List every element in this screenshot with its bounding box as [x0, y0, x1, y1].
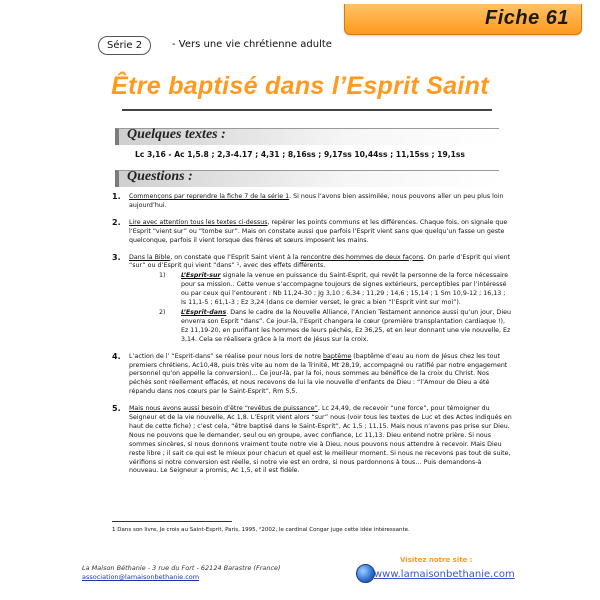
question-5-text: , Lc 24,49, de recevoir “une force”, pour témoigner du Seigneur et de la vie nouvelle, Ac 1,8. L’Esprit vient alors “sur” nous (voir tous les textes de Luc et des Actes indiqués en haut de cette fiche) ; c’est cela, “être baptisé dans le Saint-Esprit”, Ac 1,5 ; 11,15. Mais nous n’avons pas prise sur Dieu. Nous ne pouvons que le demander, seul ou en groupe, avec confiance, Lc 11,13. Dieu entend notre prière. Si nous sommes sincères, si nous donnons vraiment toute notre vie à Dieu, nous pouvons nous attendre à recevoir. Mais Dieu reste libre ; il sait ce qui est le mieux pour chacun et quel est le meilleur moment. Si nous ne recevons pas tout de suite, vérifions si notre conversion est réelle, si notre vie est en ordre, si nous pardonnons à tous… Puis demandons-à nouveau. Le Seigneur a promis, Ac 1,5, et il est fidèle.: [129, 405, 512, 475]
section-label-questions: Questions :: [127, 169, 193, 184]
question-1-link: Commençons par reprendre la fiche 7 de la série 1: [129, 193, 290, 200]
sub-item-1-text: signale la venue en puissance du Saint-Esprit, qui revêt la personne de la force nécessaire pour sa mission.. Cette venue s’accompagne toujours de signes extérieurs, perceptibles par l’intéressé ou par ceux qui l’entourent : Nb 11,24-30 ; Jg 3,10 ; 6,34 ; 11,29 ; 14,6 ; 15,14 ; 1 Sm 10,9-12 ; 16,13 ; Is 11,1-5 ; 61,1-3 ; Ez 3,24 (dans ce dernier verset, le grec a bien “l’Esprit vint sur moi”).: [181, 272, 509, 307]
sub-item-1-label: L’Esprit-sur: [181, 272, 221, 280]
fiche-number: Fiche 61: [485, 7, 570, 29]
sub-item-2-label: L’Esprit-dans: [181, 308, 227, 316]
question-number: 4.: [112, 351, 121, 361]
question-5: [112, 405, 512, 476]
question-3: [112, 254, 512, 345]
question-2: [112, 219, 512, 246]
question-3-text-b: . On parle d’Esprit qui vient “sur” ou d’Esprit qui vient “dans” ¹, avec des effets différents.: [129, 253, 511, 270]
question-4: [112, 353, 512, 398]
sub-item-number: 1): [159, 272, 166, 280]
title-underline: [122, 109, 492, 111]
question-number: 3.: [112, 252, 121, 262]
question-2-text: , repérer les points communs et les différences. Chaque fois, on signale que l’Esprit “vient sur” ou “tombe sur”. Mais on constate aussi que parfois l’Esprit vient sans que quelqu’un fasse un geste quelconque, parfois il vient lorsque des frères et sœurs imposent les mains.: [129, 218, 508, 244]
question-4-text-a: L’action de l’ “Esprit-dans” se réalise pour nous lors de notre: [129, 352, 324, 360]
footnote: 1 Dans son livre, Je crois au Saint-Esprit, Paris, 1995, ²2002, le cardinal Congar juge cette idée intéressante.: [112, 527, 410, 533]
footer-email-link[interactable]: association@lamaisonbethanie.com: [82, 573, 200, 581]
question-2-link: Lire avec attention tous les textes ci-dessus: [129, 218, 268, 226]
serie-title: - Vers une vie chrétienne adulte: [172, 39, 332, 50]
question-1: [112, 193, 512, 211]
scripture-references: Lc 3,16 - Ac 1,5.8 ; 2,3-4.17 ; 4,31 ; 8,16ss ; 9,17ss 10,44ss ; 11,15ss ; 19,1ss: [135, 150, 465, 159]
question-4-link: baptême: [323, 352, 352, 360]
sub-item-2-text: . Dans le cadre de la Nouvelle Alliance, l’Ancien Testament annonce aussi qu’un jour, Dieu enverra son Esprit “dans”. Ce jour-là, l’Esprit changera le cœur (première transplantation cardiaque !), Ez 11,19-20, en purifiant les hommes de leurs péchés, Ez 36,25, et en leur donnant une vie nouvelle, Ez 3,14. Cela se réalisera grâce à la mort de Jésus sur la croix.: [181, 308, 511, 343]
fiche-badge: [344, 4, 582, 35]
footnote-divider: [112, 521, 232, 522]
footer-site-link[interactable]: www.lamaisonbethanie.com: [374, 569, 515, 580]
footer-visit-label: Visitez notre site :: [400, 556, 473, 564]
section-label-textes: Quelques textes :: [127, 127, 226, 142]
question-3-link-a: Dans la Bible: [129, 253, 171, 261]
question-number: 5.: [112, 404, 121, 414]
footer-address: La Maison Béthanie - 3 rue du Fort - 62124 Barastre (France): [82, 564, 281, 572]
question-5-link: Mais nous avons aussi besoin d’être “revêtus de puissance”: [129, 405, 318, 413]
sub-item-2: [129, 309, 512, 345]
serie-badge: Série 2: [98, 36, 151, 55]
questions-list: [112, 193, 512, 484]
page-title: Être baptisé dans l’Esprit Saint: [111, 72, 489, 100]
globe-icon: [356, 564, 375, 583]
question-3-text-a: , on constate que l’Esprit Saint vient à la: [170, 253, 301, 261]
question-1-text: . Si nous l’avons bien assimilée, nous pouvons aller un peu plus loin aujourd’hui.: [129, 193, 504, 209]
question-number: 1.: [112, 192, 121, 201]
sub-item-1: [129, 272, 512, 308]
question-3-link-b: rencontre des hommes de deux façons: [300, 253, 424, 261]
question-number: 2.: [112, 217, 121, 227]
question-4-text-b: (baptême d’eau au nom de Jésus chez les tout premiers chrétiens, Ac10,48, puis très vite au nom de la Trinité, Mt 28,19, accompagné ou ratifié par notre engagement personnel qu’on appelle la conversion)... Ce jour-là, par la foi, nous sommes au bénéfice de la croix du Christ. Nos péchés sont réellement effacés, et nous recevons de lui la vie nouvelle d’enfants de Dieu : “l’Amour de Dieu a été répandu dans nos cœurs par le Saint-Esprit”, Rm 5,5.: [129, 352, 508, 396]
sub-item-number: 2): [159, 308, 166, 316]
section-header-textes: [115, 128, 499, 145]
section-header-questions: [115, 170, 499, 187]
